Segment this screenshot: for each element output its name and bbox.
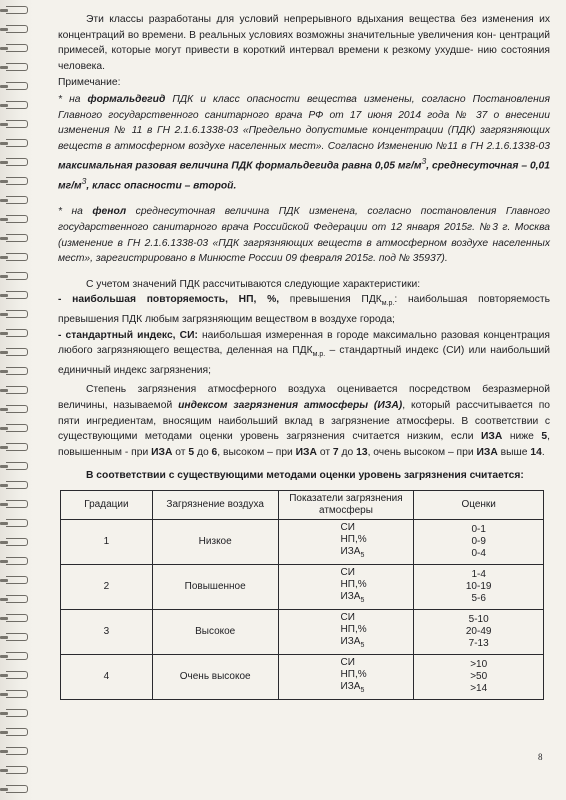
binding-ring (6, 557, 28, 565)
iza-bold: 6 (211, 446, 218, 458)
binding-ring (6, 633, 28, 641)
level-cell: Высокое (152, 609, 278, 654)
binding-ring (6, 329, 28, 337)
iza-text: Степень загрязнения атмосферного воздуха оценивается посредством безразмерной величины, называемой (58, 384, 550, 411)
grade-cell: 4 (61, 654, 153, 699)
iza-text: выше (497, 446, 531, 458)
characteristics-intro: С учетом значений ПДК рассчитываются следующие характеристики: (86, 278, 421, 290)
page-content (58, 12, 550, 700)
characteristic-subscript: м.р. (312, 351, 326, 359)
paragraph-line: их концентраций во времени. В реальных условиях возможны значительные увеличения кон- (58, 14, 550, 41)
indicator-iza-label: ИЗА (340, 680, 361, 692)
binding-ring (6, 747, 28, 755)
score-np: 20-49 (465, 625, 492, 637)
binding-ring (6, 766, 28, 774)
iza-text: от (316, 446, 333, 458)
binding-ring (6, 120, 28, 128)
score-iza: >14 (470, 682, 488, 694)
paragraph-intro (58, 12, 550, 74)
iza-text: , высоком – при (217, 446, 296, 458)
iza-bold: 5 (541, 431, 548, 443)
table-row (61, 654, 544, 699)
note-superscript: 3 (81, 176, 87, 187)
paragraph-line: нию состояния человека. (58, 45, 551, 72)
binding-ring (6, 652, 28, 660)
note-bold: , среднесуточная – 0,01 мг/м (58, 160, 550, 192)
indicators-cell (278, 654, 414, 699)
table-header-row (61, 490, 544, 519)
indicator-iza (341, 681, 412, 697)
indicator-np: НП,% (340, 668, 367, 680)
note-label: Примечание: (58, 77, 121, 89)
spiral-binding (0, 0, 34, 800)
iza-bold: 13 (356, 446, 368, 458)
characteristic-text: : наибольшая повторяемость превышения ПДК любым загрязняющим веществом в воздухе города; (58, 294, 551, 325)
iza-text: от (172, 446, 189, 458)
indicator-iza (341, 636, 412, 652)
score-np: 10-19 (465, 580, 492, 592)
iza-bold: ИЗА (295, 446, 317, 458)
score-si: 5-10 (468, 613, 489, 625)
characteristic-term: - стандартный индекс, СИ: (58, 329, 198, 341)
indicator-si: СИ (340, 521, 355, 533)
grade-cell: 1 (61, 519, 153, 564)
indicator-iza-subscript: 5 (360, 596, 365, 604)
level-cell: Очень высокое (152, 654, 278, 699)
iza-text: , повышенным - при (58, 431, 550, 458)
note-text: ПДК и класс опасности вещества изменены, согласно Постановления Главного государственного санитарного врача РФ от 17 июня 2014 года № 37 о внесении изменения № 11 в ГН 2.1.6.1338-03 «Предельно допустимые концентрации (ПДК) загрязняющих веществ в атмосферном воздухе населенных мест». Согласно Изменению №11 в ГН 2.1.6.1338-03 (58, 93, 550, 152)
binding-ring (6, 405, 28, 413)
binding-ring (6, 158, 28, 166)
characteristic-si (58, 328, 550, 379)
binding-ring (6, 595, 28, 603)
scores-cell (414, 519, 544, 564)
note-text: * на (58, 206, 93, 218)
iza-text: , который рассчитывается по пяти ингредиентам, вносящим наибольший вклад в загрязнение атмосферы. В соответствии с существующими методами оценки уровень загрязнения считается низким, если (58, 400, 551, 443)
binding-ring (6, 443, 28, 451)
indicator-np: НП,% (340, 623, 367, 635)
binding-ring (6, 63, 28, 71)
scores-cell (414, 564, 544, 609)
column-header: Показатели загрязнения атмосферы (278, 490, 414, 519)
indicator-iza-label: ИЗА (340, 590, 361, 602)
note-formaldehyde (58, 92, 550, 194)
iza-text: , очень высоком – при (367, 446, 477, 458)
score-iza: 5-6 (471, 592, 486, 604)
table-row (61, 564, 544, 609)
note-bold: максимальная разовая величина ПДК формальдегида равна 0,05 мг/м (58, 160, 422, 172)
table-row (61, 609, 544, 654)
binding-ring (6, 367, 28, 375)
scores-cell (414, 609, 544, 654)
iza-text: . (541, 446, 545, 458)
iza-text: до (194, 446, 212, 458)
binding-ring (6, 348, 28, 356)
binding-ring (6, 196, 28, 204)
indicators-cell (278, 519, 414, 564)
score-np: 0-9 (471, 535, 486, 547)
score-si: >10 (470, 658, 488, 670)
indicator-iza-subscript: 5 (360, 686, 365, 694)
score-iza: 0-4 (471, 547, 486, 559)
score-si: 1-4 (471, 568, 486, 580)
level-cell: Низкое (152, 519, 278, 564)
paragraph-line: Эти классы разработаны для условий непрерывного вдыхания вещества без изменения (86, 14, 534, 25)
indicator-si: СИ (340, 656, 355, 668)
binding-ring (6, 310, 28, 318)
characteristic-subscript: м.р. (381, 300, 395, 308)
iza-bold: ИЗА (481, 431, 503, 443)
binding-ring (6, 728, 28, 736)
indicator-iza-label: ИЗА (340, 545, 361, 557)
binding-ring (6, 500, 28, 508)
grade-cell: 2 (61, 564, 153, 609)
level-cell: Повышенное (152, 564, 278, 609)
indicators-cell (278, 564, 414, 609)
grade-cell: 3 (61, 609, 153, 654)
binding-ring (6, 462, 28, 470)
binding-ring (6, 44, 28, 52)
iza-bold: 14 (530, 446, 542, 458)
column-header: Загрязнение воздуха (152, 490, 278, 519)
binding-ring (6, 785, 28, 793)
note-bold: , класс опасности – второй. (86, 180, 237, 192)
iza-text: до (338, 446, 357, 458)
binding-ring (6, 82, 28, 90)
binding-ring (6, 671, 28, 679)
pollution-levels-table (60, 490, 544, 700)
iza-term: индексом загрязнения атмосферы (ИЗА) (178, 400, 403, 411)
binding-ring (6, 272, 28, 280)
characteristic-text: – стандартный индекс (СИ) или наибольший единичный индекс загрязнения; (58, 345, 550, 376)
score-iza: 7-13 (468, 637, 489, 649)
indicator-iza-subscript: 5 (360, 641, 365, 649)
indicator-iza-label: ИЗА (340, 635, 361, 647)
characteristic-text: наибольшая измеренная в городе максимально разовая концентрация любого загрязняющего вещества, деленная на ПДК (58, 329, 550, 357)
indicator-si: СИ (340, 566, 355, 578)
binding-ring (6, 386, 28, 394)
characteristic-text: превышения ПДК (279, 294, 382, 306)
binding-ring (6, 690, 28, 698)
binding-ring (6, 614, 28, 622)
iza-bold: 5 (188, 446, 195, 458)
score-np: >50 (470, 670, 488, 682)
binding-ring (6, 215, 28, 223)
iza-text: ниже (502, 431, 542, 443)
indicator-iza (341, 546, 412, 562)
iza-bold: 7 (332, 446, 339, 458)
characteristic-term: - наибольшая повторяемость, НП, %, (58, 294, 280, 306)
binding-ring (6, 481, 28, 489)
note-superscript: 3 (421, 156, 427, 167)
table-heading: В соответствии с существующими методами оценки уровень загрязнения считается: (86, 470, 524, 482)
column-header: Градации (61, 490, 153, 519)
note-bold: фенол (92, 206, 127, 218)
binding-ring (6, 253, 28, 261)
note-text: * на (58, 93, 88, 105)
binding-ring (6, 177, 28, 185)
iza-bold: ИЗА (151, 446, 173, 458)
note-text: среднесуточная величина ПДК изменена, согласно постановления Главного государственного санитарного врача Российской Федерации от 12 января 2015г. №3 г. Москва (изменение в ГН 2.1.6.1338-03 «ПДК загрязняющих веществ в атмосферном воздухе населенных мест», зарегистрировано в Минюсте России 09 февраля 2015г. под № 35937). (58, 206, 551, 265)
indicator-np: НП,% (340, 578, 367, 590)
paragraph-line: центраций примесей, которые могут привести в короткий интервал времени к резкому ухудше- (58, 29, 550, 57)
binding-ring (6, 139, 28, 147)
indicator-si: СИ (340, 611, 355, 623)
paragraph-iza (58, 382, 550, 460)
indicator-np: НП,% (340, 533, 367, 545)
binding-ring (6, 25, 28, 33)
table-row (61, 519, 544, 564)
binding-ring (6, 6, 28, 14)
iza-bold: ИЗА (476, 446, 498, 458)
binding-ring (6, 234, 28, 242)
indicator-iza-subscript: 5 (360, 551, 365, 559)
binding-ring (6, 538, 28, 546)
note-bold: формальдегид (87, 93, 166, 105)
note-phenol (58, 204, 550, 266)
binding-ring (6, 519, 28, 527)
binding-ring (6, 576, 28, 584)
page-number: 8 (538, 752, 543, 762)
column-header: Оценки (414, 490, 544, 519)
indicators-cell (278, 609, 414, 654)
binding-ring (6, 424, 28, 432)
binding-ring (6, 291, 28, 299)
binding-ring (6, 709, 28, 717)
binding-ring (6, 101, 28, 109)
indicator-iza (341, 591, 412, 607)
characteristic-np (58, 292, 550, 327)
scores-cell (414, 654, 544, 699)
score-si: 0-1 (471, 523, 486, 535)
